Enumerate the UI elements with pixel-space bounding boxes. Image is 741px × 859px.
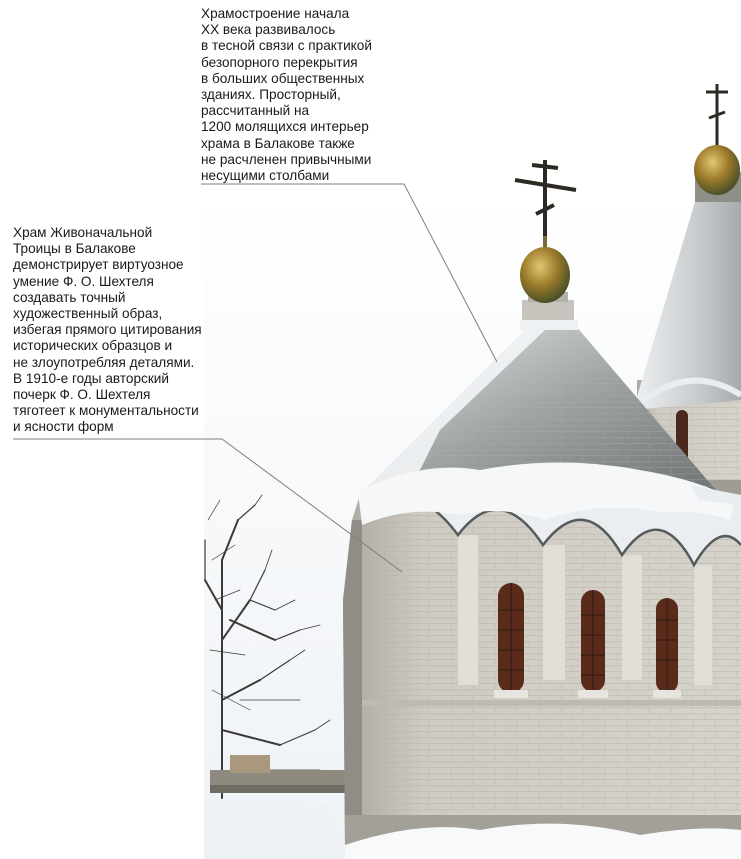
caption-left — [13, 225, 202, 436]
caption-top-line: 1200 молящихся интерьер — [201, 119, 369, 135]
caption-left-line: и ясности форм — [13, 419, 114, 435]
caption-top-line: Храмостроение начала — [201, 6, 350, 21]
caption-left-line: не злоупотребляя деталями. — [13, 354, 195, 370]
caption-top-line: не расчленен привычными — [201, 151, 372, 167]
caption-left-line: художественный образ, — [13, 306, 163, 322]
caption-left-line: создавать точный — [13, 289, 126, 305]
caption-top-line: XX века развивалось — [201, 22, 336, 38]
caption-top-line: храма в Балакове также — [201, 135, 355, 151]
caption-top-line: несущими столбами — [201, 168, 330, 184]
caption-left-line: умение Ф. О. Шехтеля — [13, 273, 154, 289]
caption-top-line: в тесной связи с практикой — [201, 38, 372, 54]
caption-left-line: избегая прямого цитирования — [13, 322, 202, 338]
caption-left-line: исторических образцов и — [13, 338, 173, 354]
caption-left-line: почерк Ф. О. Шехтеля — [13, 387, 151, 403]
caption-top-line: безопорного перекрытия — [201, 54, 358, 70]
caption-left-line: тяготеет к монументальности — [13, 403, 199, 419]
caption-top-line: рассчитанный на — [201, 103, 310, 119]
caption-left-line: Храм Живоначальной — [13, 225, 153, 240]
caption-left-line: Троицы в Балакове — [13, 241, 136, 257]
caption-left-line: В 1910-е годы авторский — [13, 370, 169, 386]
church-wall — [343, 495, 741, 845]
caption-top-line: в больших общественных — [201, 70, 365, 86]
caption-top-line: зданиях. Просторный, — [201, 87, 341, 103]
caption-top — [201, 6, 372, 184]
caption-left-line: демонстрирует виртуозное — [13, 257, 184, 273]
